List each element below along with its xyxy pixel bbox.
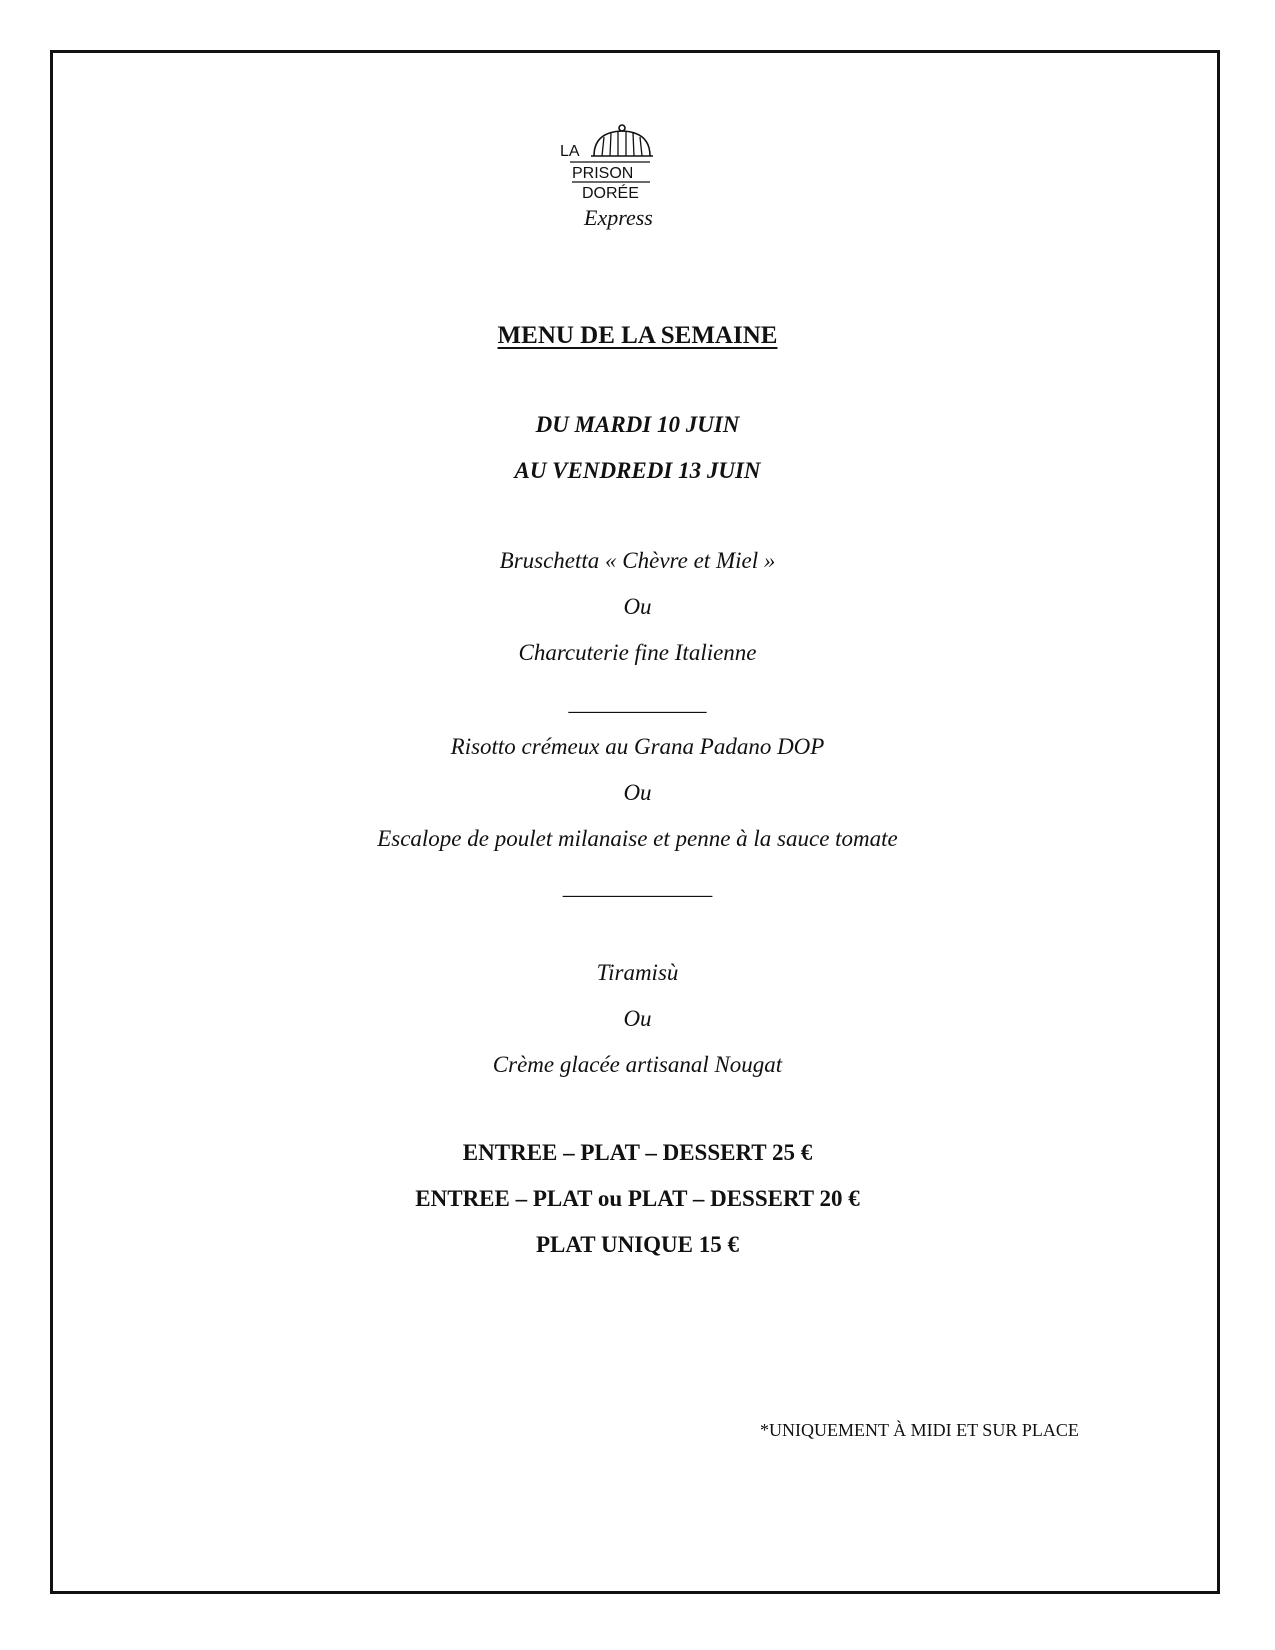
logo-script: Express	[584, 205, 653, 230]
entree-or: Ou	[623, 594, 652, 619]
price-formule-1: ENTREE – PLAT – DESSERT 25 €	[462, 1140, 813, 1165]
entree-option-1: Bruschetta « Chèvre et Miel »	[499, 548, 776, 573]
dessert-option-2: Crème glacée artisanal Nougat	[492, 1052, 783, 1077]
entree-option-2: Charcuterie fine Italienne	[518, 640, 757, 665]
plat-option-1: Risotto crémeux au Grana Padano DOP	[450, 734, 825, 759]
date-from: DU MARDI 10 JUIN	[535, 412, 740, 437]
price-formule-3: PLAT UNIQUE 15 €	[536, 1232, 739, 1257]
dessert-option-1: Tiramisù	[596, 960, 679, 985]
plat-or: Ou	[623, 780, 652, 805]
restaurant-logo	[560, 120, 700, 245]
price-formule-2: ENTREE – PLAT ou PLAT – DESSERT 20 €	[415, 1186, 860, 1211]
section-separator-2: _____________	[562, 874, 713, 899]
footnote: *UNIQUEMENT À MIDI ET SUR PLACE	[760, 1420, 1079, 1440]
plat-option-2: Escalope de poulet milanaise et penne à la sauce tomate	[377, 826, 898, 851]
logo-line-1: LA	[560, 143, 580, 160]
dessert-or: Ou	[623, 1006, 652, 1031]
page-border	[50, 50, 1220, 1594]
section-separator-1: ____________	[568, 690, 707, 715]
date-to: AU VENDREDI 13 JUIN	[514, 458, 761, 483]
logo-line-2: PRISON	[572, 165, 634, 182]
birdcage-dome-icon	[560, 120, 700, 245]
menu-title: MENU DE LA SEMAINE	[497, 322, 778, 349]
logo-line-3: DORÉE	[582, 185, 639, 202]
